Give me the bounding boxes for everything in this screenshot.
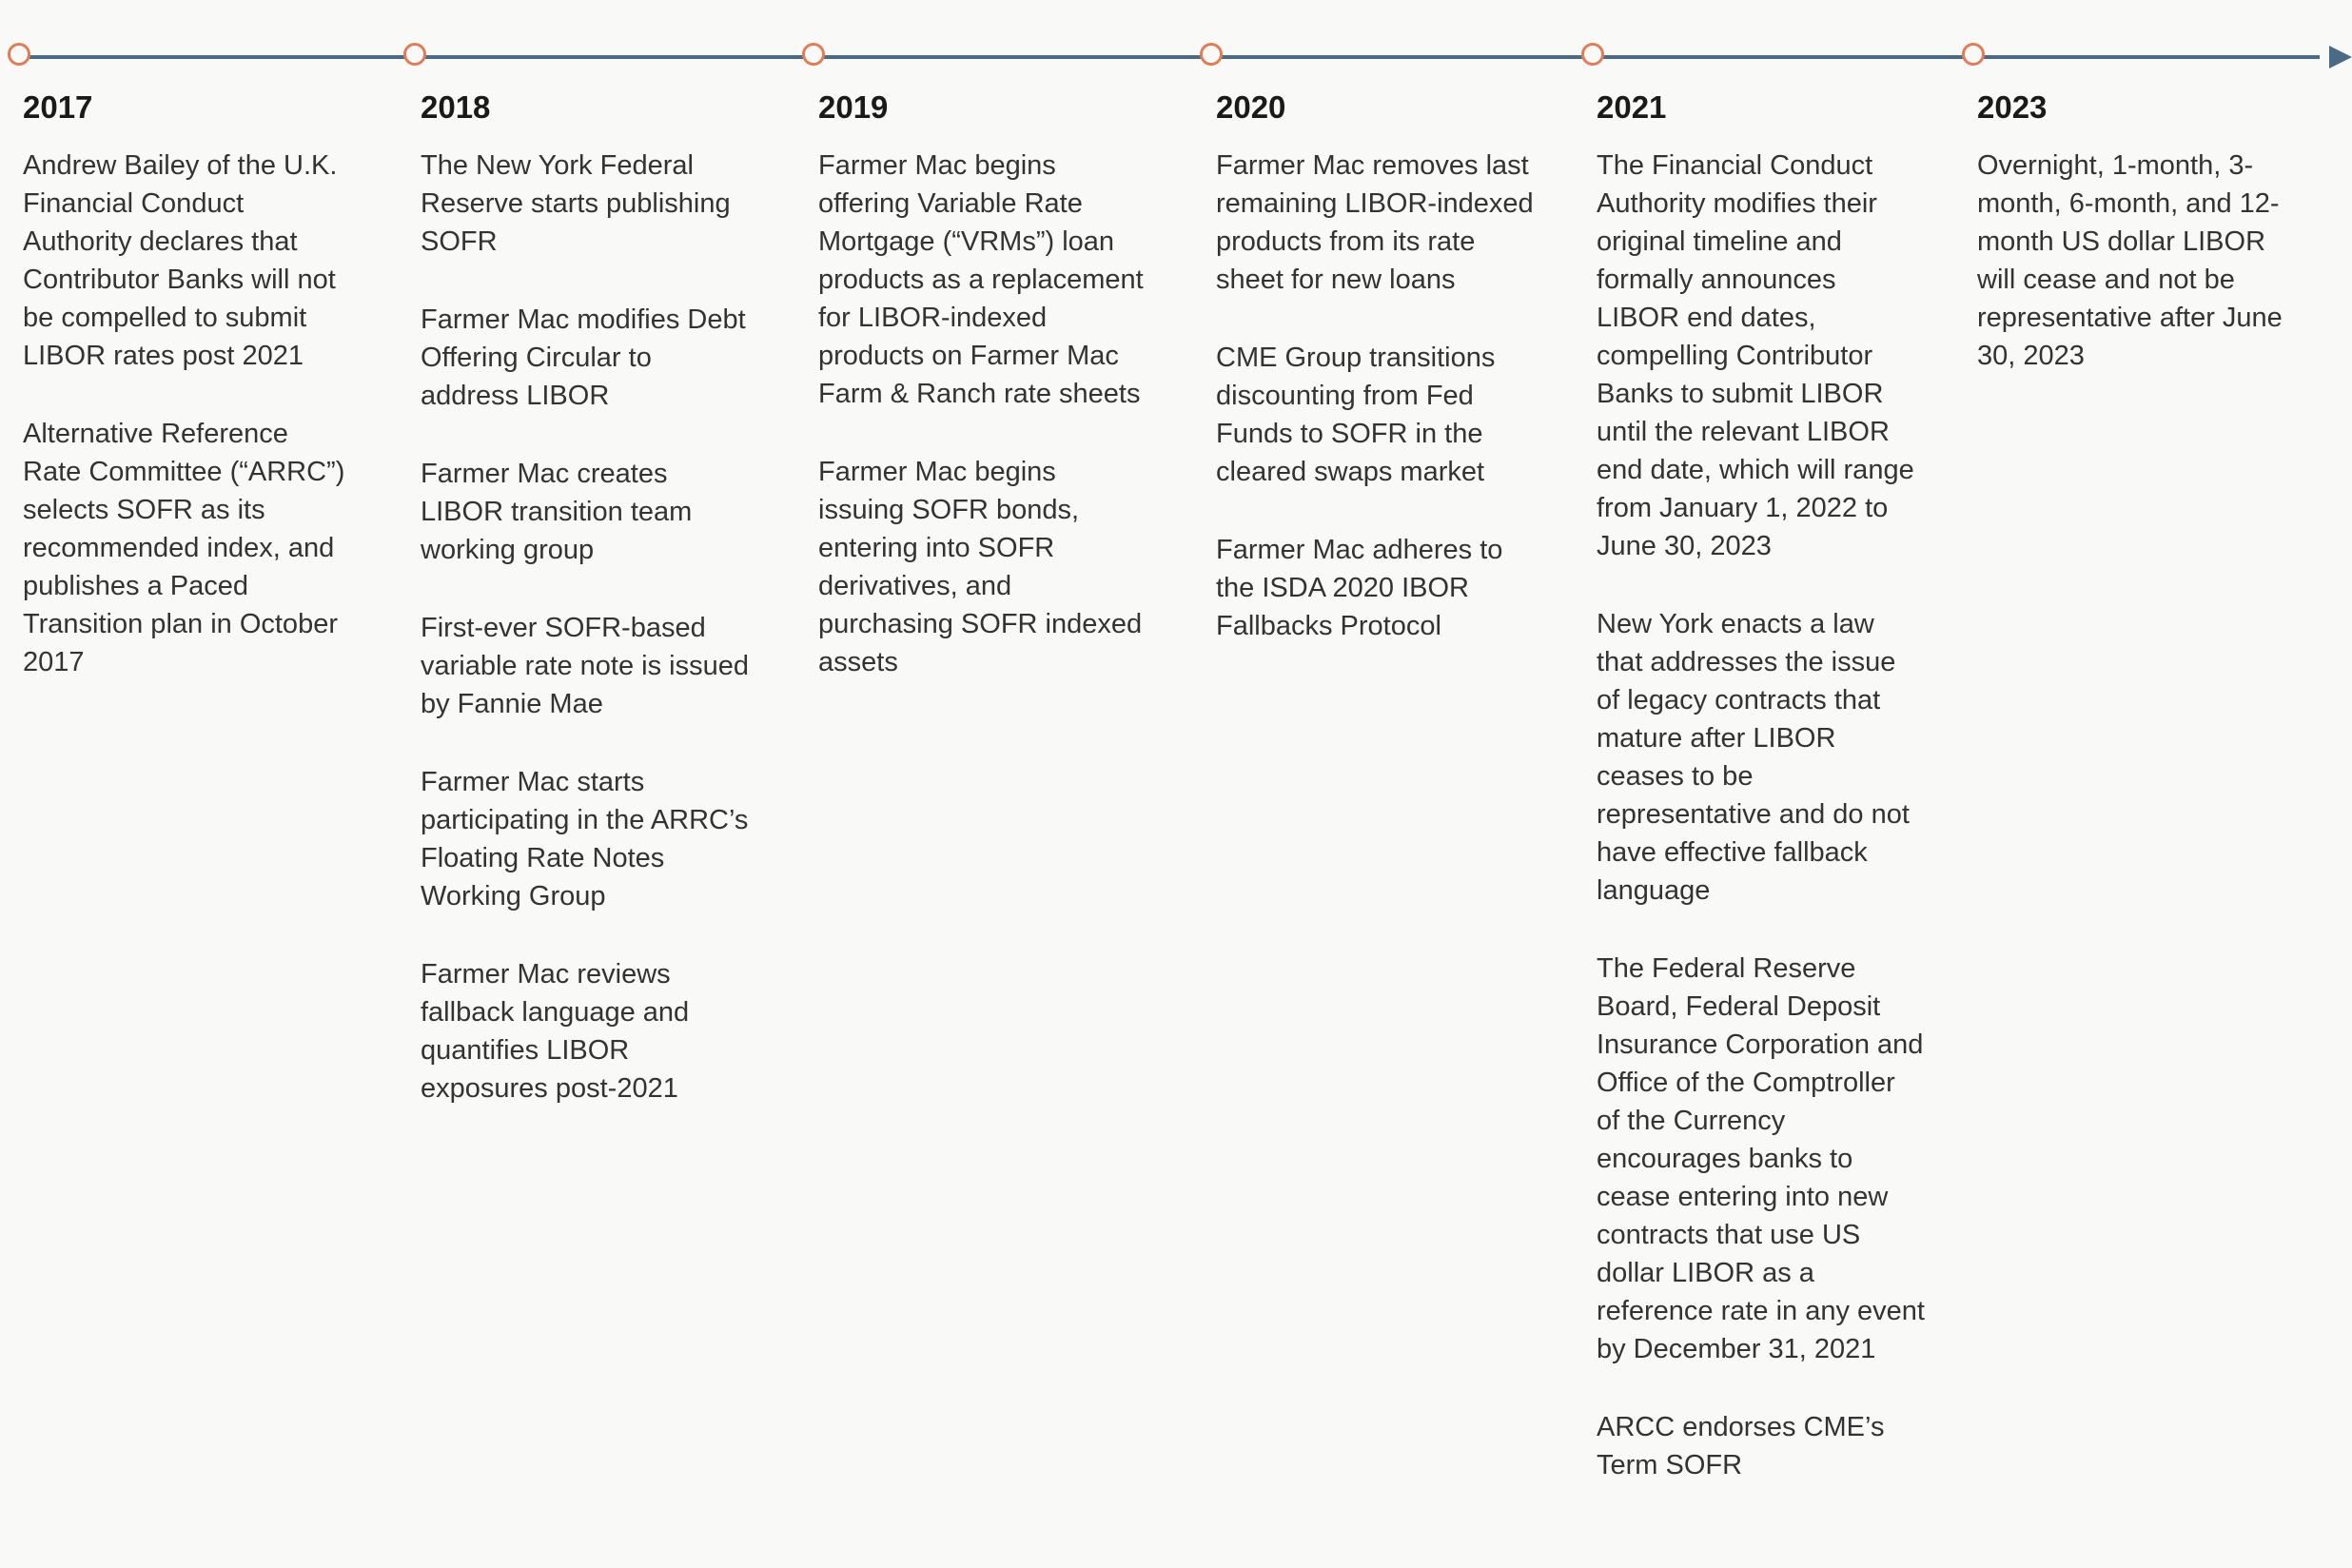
year-label: 2021 <box>1597 89 1667 125</box>
event-text: The Financial Conduct Authority modifies their original timeline and formally announces LIBOR end dates, compelling Contributor Banks to submit LIBOR until the relevant LIBOR end date, which will range from January 1, 2022 to June 30, 2023 <box>1597 150 1914 561</box>
event-text: Farmer Mac begins offering Variable Rate Mortgage (“VRMs”) loan products as a replacement for LIBOR-indexed products on Farmer Mac Farm & Ranch rate sheets <box>818 150 1144 409</box>
timeline-marker-2021 <box>1581 43 1604 66</box>
event-text: ARCC endorses CME’s Term SOFR <box>1597 1412 1885 1480</box>
timeline-marker-2019 <box>802 43 825 66</box>
timeline-column-2020 <box>1216 88 1544 685</box>
timeline-column-2019 <box>818 88 1147 721</box>
event-text: Andrew Bailey of the U.K. Financial Conduct Authority declares that Contributor Banks will not be compelled to submit LIBOR rates post 2021 <box>23 150 338 371</box>
timeline-marker-2018 <box>403 43 426 66</box>
event-text: Alternative Reference Rate Committee (“ARRC”) selects SOFR as its recommended index, and publishes a Paced Transition plan in October 2017 <box>23 419 345 677</box>
year-label: 2017 <box>23 89 93 125</box>
timeline-column-2023 <box>1977 88 2305 415</box>
event-text: Farmer Mac removes last remaining LIBOR-indexed products from its rate sheet for new loans <box>1216 150 1534 295</box>
event-text: Farmer Mac modifies Debt Offering Circular to address LIBOR <box>421 304 746 411</box>
event-text: CME Group transitions discounting from Fed Funds to SOFR in the cleared swaps market <box>1216 343 1496 487</box>
year-label: 2019 <box>818 89 889 125</box>
timeline-column-2021 <box>1597 88 1925 1524</box>
year-label: 2018 <box>421 89 491 125</box>
year-label: 2023 <box>1977 89 2048 125</box>
event-text: Overnight, 1-month, 3-month, 6-month, and 12-month US dollar LIBOR will cease and not be representative after June 30, 2023 <box>1977 150 2283 371</box>
event-text: Farmer Mac reviews fallback language and quantifies LIBOR exposures post-2021 <box>421 959 690 1104</box>
event-text: Farmer Mac starts participating in the ARRC’s Floating Rate Notes Working Group <box>421 767 749 911</box>
event-text: New York enacts a law that addresses the issue of legacy contracts that mature after LIBOR ceases to be representative and do not have effective fallback language <box>1597 609 1910 906</box>
event-text: Farmer Mac adheres to the ISDA 2020 IBOR Fallbacks Protocol <box>1216 535 1503 641</box>
timeline-marker-2017 <box>8 43 30 66</box>
timeline-marker-2023 <box>1962 43 1985 66</box>
arrow-head-icon <box>2329 46 2352 69</box>
timeline-column-2017 <box>23 88 351 721</box>
timeline-column-2018 <box>421 88 749 1147</box>
event-text: The Federal Reserve Board, Federal Deposit Insurance Corporation and Office of the Comptroller of the Currency encourages banks to cease entering into new contracts that use US dollar LIBOR as a reference rate in any event by December 31, 2021 <box>1597 953 1925 1364</box>
event-text: Farmer Mac creates LIBOR transition team working group <box>421 459 693 565</box>
event-text: The New York Federal Reserve starts publishing SOFR <box>421 150 731 257</box>
timeline-marker-2020 <box>1200 43 1223 66</box>
event-text: Farmer Mac begins issuing SOFR bonds, entering into SOFR derivatives, and purchasing SOFR indexed assets <box>818 457 1143 677</box>
event-text: First-ever SOFR-based variable rate note is issued by Fannie Mae <box>421 613 749 719</box>
year-label: 2020 <box>1216 89 1286 125</box>
